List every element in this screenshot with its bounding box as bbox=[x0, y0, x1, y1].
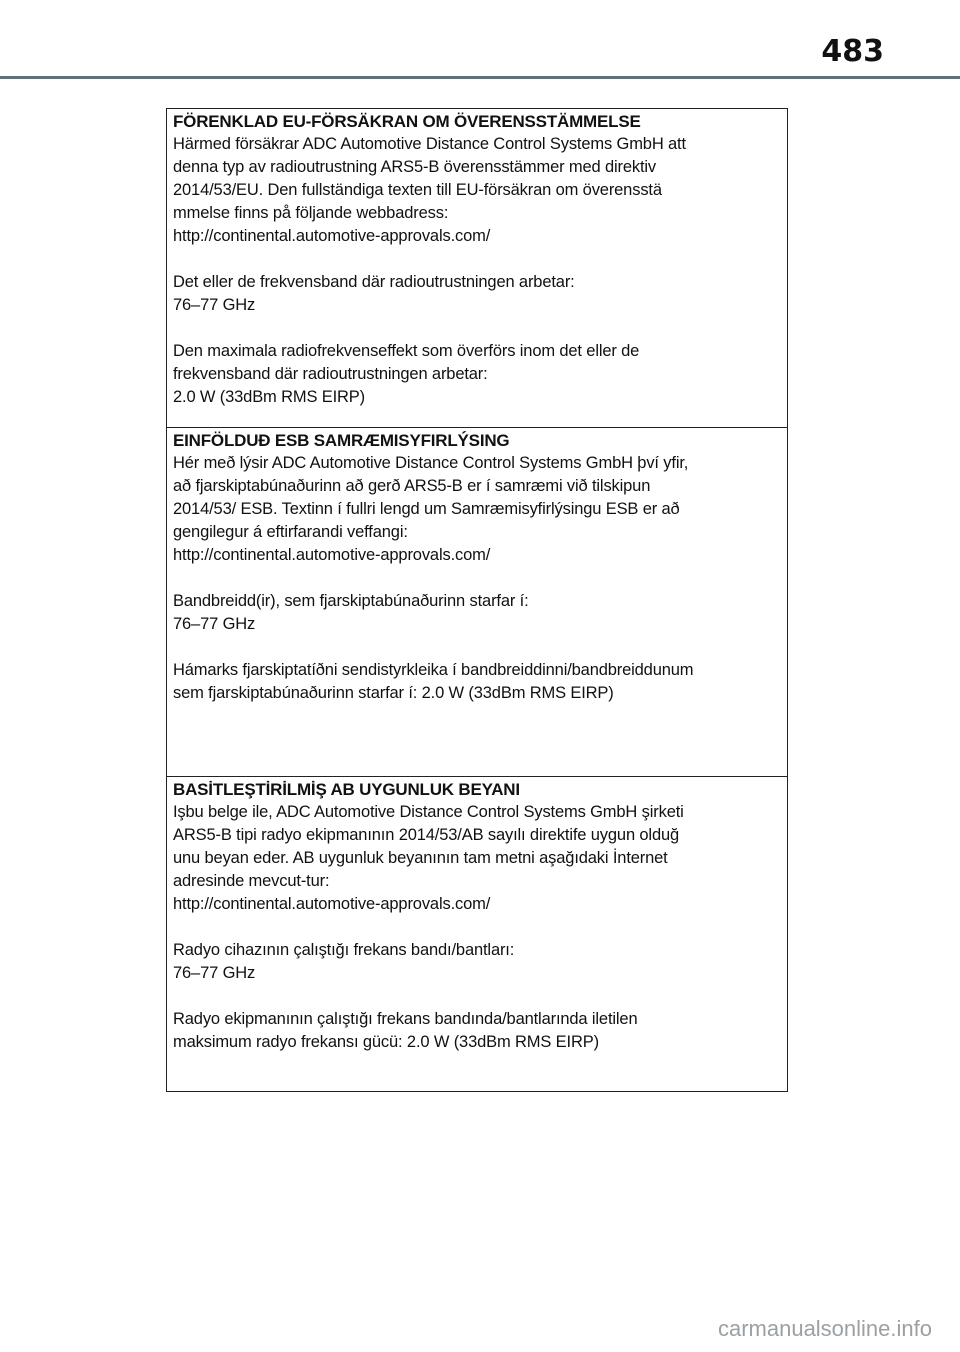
text-line: frekvensband där radioutrustningen arbetar: bbox=[173, 365, 488, 383]
page-number: 483 bbox=[821, 34, 884, 69]
url-text: http://continental.automotive-approvals.com/ bbox=[173, 546, 491, 564]
text-line: mmelse finns på följande webbadress: bbox=[173, 204, 449, 222]
text-line: Härmed försäkrar ADC Automotive Distance Control Systems GmbH att bbox=[173, 135, 686, 153]
text-line: 76–77 GHz bbox=[173, 296, 256, 314]
section-title: BASİTLEŞTİRİLMİŞ AB UYGUNLUK BEYANI bbox=[173, 780, 520, 799]
watermark: carmanualsonline.info bbox=[717, 1316, 932, 1341]
text-line: Işbu belge ile, ADC Automotive Distance Control Systems GmbH şirketi bbox=[173, 803, 684, 821]
paragraph-gap bbox=[173, 317, 781, 340]
text-line: Hámarks fjarskiptatíðni sendistyrkleika í bandbreiddinni/bandbreiddunum bbox=[173, 661, 694, 679]
text-line: 2014/53/ ESB. Textinn í fullri lengd um Samræmisyfirlýsingu ESB er að bbox=[173, 500, 680, 518]
text-line: Den maximala radiofrekvenseffekt som överförs inom det eller de bbox=[173, 342, 640, 360]
text-line: Bandbreidd(ir), sem fjarskiptabúnaðurinn starfar í: bbox=[173, 592, 529, 610]
url-text: http://continental.automotive-approvals.com/ bbox=[173, 227, 491, 245]
paragraph-gap bbox=[173, 248, 781, 271]
text-line: Hér með lýsir ADC Automotive Distance Control Systems GmbH því yfir, bbox=[173, 454, 689, 472]
paragraph-gap bbox=[173, 916, 781, 939]
text-line: Radyo ekipmanının çalıştığı frekans bandında/bantlarında iletilen bbox=[173, 1010, 638, 1028]
declaration-section-swedish bbox=[167, 109, 787, 427]
text-line: Det eller de frekvensband där radioutrustningen arbetar: bbox=[173, 273, 575, 291]
text-line: ARS5-B tipi radyo ekipmanının 2014/53/AB sayılı direktife uygun olduğ bbox=[173, 826, 680, 844]
text-line: að fjarskiptabúnaðurinn að gerð ARS5-B er í samræmi við tilskipun bbox=[173, 477, 651, 495]
text-line: denna typ av radioutrustning ARS5-B överensstämmer med direktiv bbox=[173, 158, 657, 176]
declaration-box bbox=[166, 108, 788, 1092]
section-body bbox=[173, 452, 781, 705]
text-line: unu beyan eder. AB uygunluk beyanının tam metni aşağıdaki İnternet bbox=[173, 849, 668, 867]
section-title: FÖRENKLAD EU-FÖRSÄKRAN OM ÖVERENSSTÄMMELSE bbox=[173, 112, 641, 131]
section-body bbox=[173, 133, 781, 409]
text-line: 2.0 W (33dBm RMS EIRP) bbox=[173, 388, 365, 406]
text-line: 2014/53/EU. Den fullständiga texten till EU-försäkran om överensstä bbox=[173, 181, 662, 199]
paragraph-gap bbox=[173, 636, 781, 659]
declaration-section-icelandic bbox=[167, 427, 787, 776]
text-line: Radyo cihazının çalıştığı frekans bandı/bantları: bbox=[173, 941, 515, 959]
declaration-section-turkish bbox=[167, 776, 787, 1093]
url-text: http://continental.automotive-approvals.com/ bbox=[173, 895, 491, 913]
text-line: maksimum radyo frekansı gücü: 2.0 W (33dBm RMS EIRP) bbox=[173, 1033, 599, 1051]
paragraph-gap bbox=[173, 985, 781, 1008]
paragraph-gap bbox=[173, 567, 781, 590]
box-bottom-border bbox=[167, 1091, 787, 1092]
text-line: adresinde mevcut-tur: bbox=[173, 872, 330, 890]
text-line: 76–77 GHz bbox=[173, 615, 256, 633]
section-body bbox=[173, 801, 781, 1054]
section-title: EINFÖLDUÐ ESB SAMRÆMISYFIRLÝSING bbox=[173, 431, 510, 450]
text-line: gengilegur á eftirfarandi veffangi: bbox=[173, 523, 408, 541]
text-line: sem fjarskiptabúnaðurinn starfar í: 2.0 W (33dBm RMS EIRP) bbox=[173, 684, 614, 702]
text-line: 76–77 GHz bbox=[173, 964, 256, 982]
header-divider bbox=[0, 76, 960, 79]
